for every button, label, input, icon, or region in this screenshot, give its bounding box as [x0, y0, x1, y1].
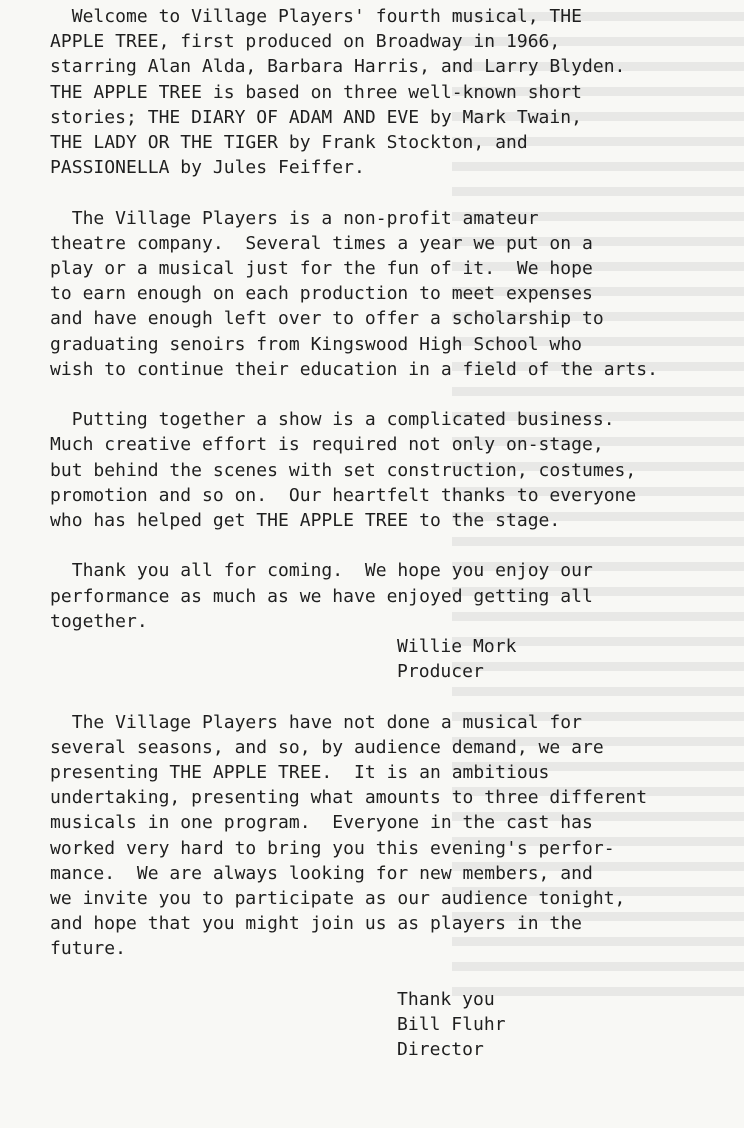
line: play or a musical just for the fun of it. We hope: [50, 258, 593, 280]
line: who has helped get THE APPLE TREE to the stage.: [50, 510, 561, 532]
line: wish to continue their education in a field of the arts.: [50, 358, 658, 380]
line: The Village Players have not done a musical for: [50, 711, 582, 733]
letter-body: [50, 4, 744, 1062]
line: theatre company. Several times a year we put on a: [50, 232, 593, 254]
line: THE LADY OR THE TIGER by Frank Stockton, and: [50, 132, 528, 154]
line: musicals in one program. Everyone in the cast has: [50, 812, 593, 834]
line: APPLE TREE, first produced on Broadway in 1966,: [50, 31, 561, 53]
line: and hope that you might join us as players in the: [50, 913, 582, 935]
paragraph-thanks: [50, 407, 744, 533]
paragraph-welcome: [50, 4, 744, 180]
paragraph-coming: [50, 558, 744, 634]
line: and have enough left over to offer a scholarship to: [50, 308, 604, 330]
line: promotion and so on. Our heartfelt thanks to everyone: [50, 484, 637, 506]
line: starring Alan Alda, Barbara Harris, and Larry Blyden.: [50, 56, 626, 78]
line: The Village Players is a non-profit amateur: [50, 207, 539, 229]
line: to earn enough on each production to meet expenses: [50, 283, 593, 305]
signature-name: Bill Fluhr: [397, 1014, 506, 1036]
producer-signature: [50, 634, 744, 684]
line: stories; THE DIARY OF ADAM AND EVE by Mark Twain,: [50, 106, 582, 128]
line: PASSIONELLA by Jules Feiffer.: [50, 157, 365, 179]
line: Thank you all for coming. We hope you enjoy our: [50, 560, 593, 582]
line: graduating senoirs from Kingswood High School who: [50, 333, 582, 355]
line: undertaking, presenting what amounts to three different: [50, 787, 648, 809]
signature-closing: Thank you: [397, 988, 495, 1010]
line: Putting together a show is a complicated business.: [50, 409, 615, 431]
line: future.: [50, 938, 126, 960]
line: we invite you to participate as our audience tonight,: [50, 888, 626, 910]
line: Much creative effort is required not only on-stage,: [50, 434, 604, 456]
line: but behind the scenes with set construction, costumes,: [50, 459, 637, 481]
paragraph-about: [50, 206, 744, 382]
paragraph-invitation: [50, 710, 744, 962]
signature-title: Director: [397, 1039, 484, 1061]
line: Welcome to Village Players' fourth musical, THE: [50, 6, 582, 27]
signature-name: Willie Mork: [397, 636, 517, 658]
line: several seasons, and so, by audience demand, we are: [50, 736, 604, 758]
signature-title: Producer: [397, 661, 484, 683]
line: together.: [50, 610, 148, 632]
line: THE APPLE TREE is based on three well-known short: [50, 81, 582, 103]
line: worked very hard to bring you this evening's perfor-: [50, 837, 615, 859]
director-signature: [50, 987, 744, 1063]
line: mance. We are always looking for new members, and: [50, 862, 593, 884]
line: presenting THE APPLE TREE. It is an ambitious: [50, 762, 550, 784]
line: performance as much as we have enjoyed getting all: [50, 585, 593, 607]
